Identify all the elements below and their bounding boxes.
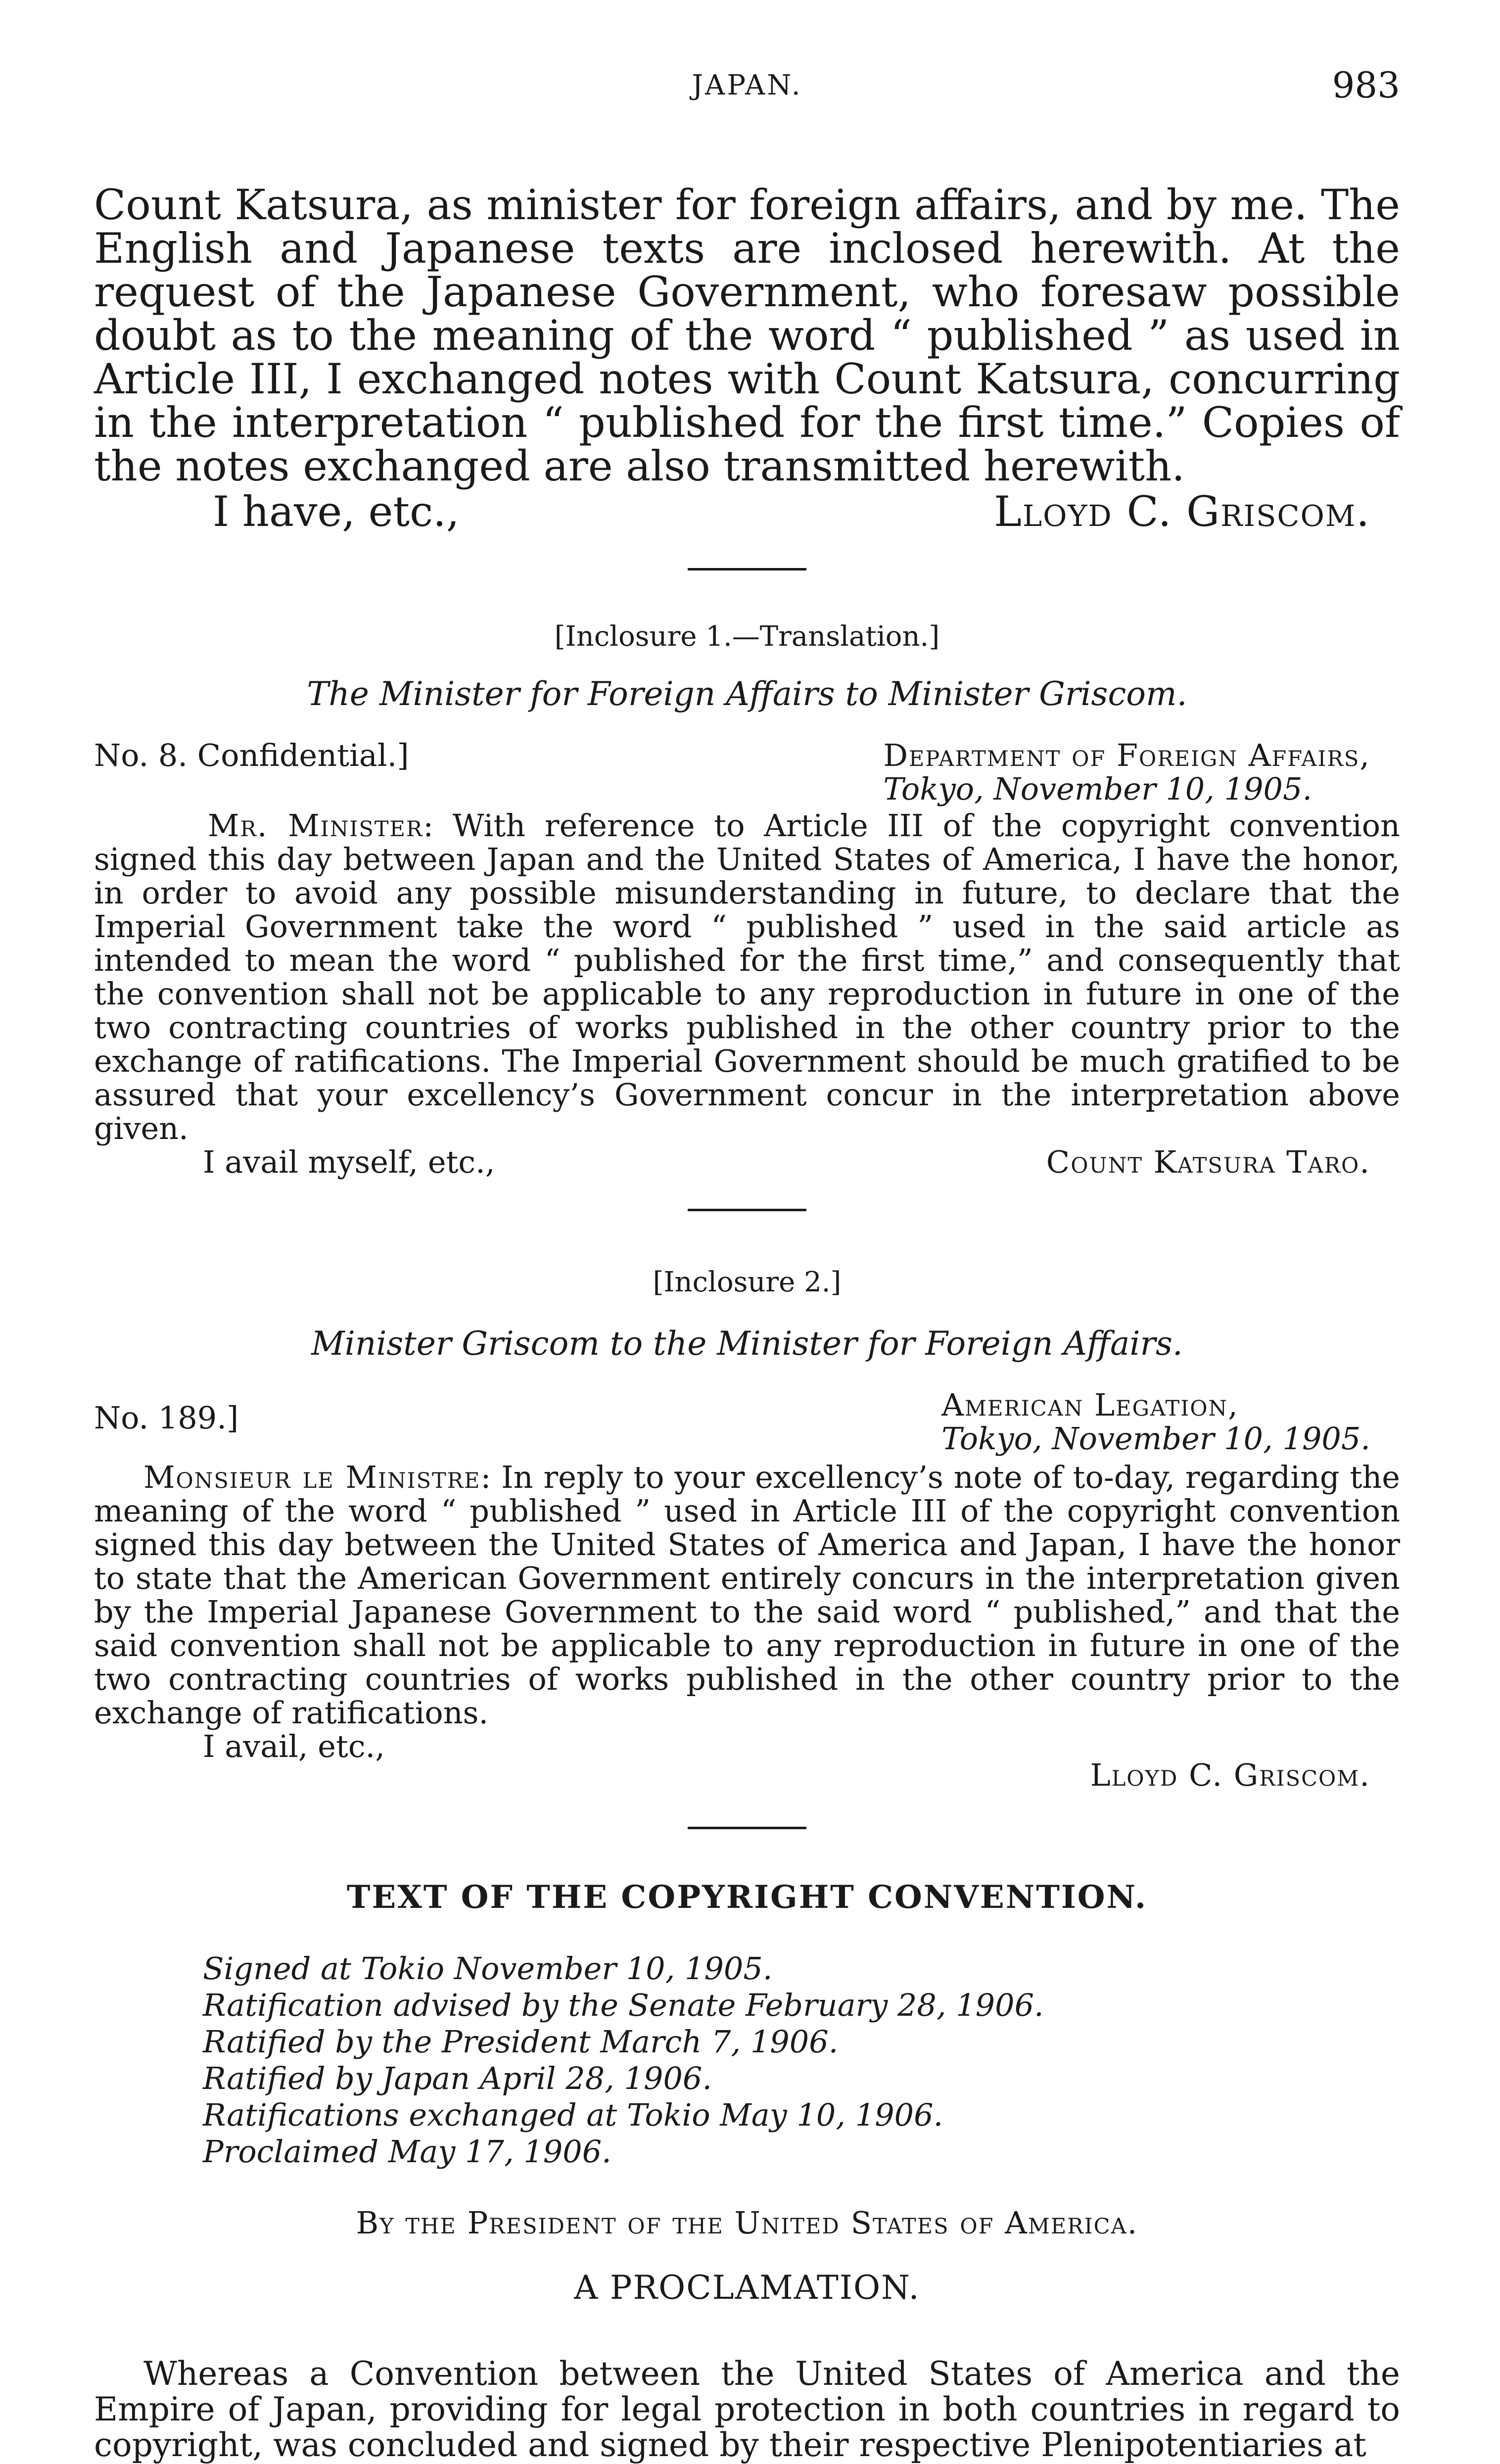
- divider-1: [688, 568, 806, 570]
- date-senate: Ratification advised by the Senate February 28, 1906.: [203, 1987, 1044, 2023]
- date-president: Ratified by the President March 7, 1906.: [203, 2024, 839, 2060]
- date-proclaimed: Proclaimed May 17, 1906.: [203, 2133, 611, 2170]
- divider-3: [688, 1827, 806, 1829]
- inclosure1-signature: Count Katsura Taro.: [1046, 1144, 1370, 1180]
- inclosure2-number: No. 189.]: [94, 1400, 239, 1436]
- running-head: JAPAN.: [692, 69, 802, 101]
- inclosure2-salutation: Monsieur le Ministre: [143, 1459, 481, 1495]
- date-signed: Signed at Tokio November 10, 1905.: [203, 1950, 773, 1987]
- inclosure1-place-date: Tokyo, November 10, 1905.: [883, 771, 1312, 807]
- inclosure2-office: American Legation,: [941, 1387, 1239, 1423]
- inclosure2-signature: Lloyd C. Griscom.: [1090, 1757, 1370, 1793]
- inclosure1-title: The Minister for Foreign Affairs to Minister Griscom.: [307, 675, 1187, 713]
- page-header: [94, 54, 1400, 109]
- letter-signature: Lloyd C. Griscom.: [994, 487, 1370, 536]
- inclosure1-heading-row: [94, 739, 1400, 806]
- inclosure1-address: [883, 739, 1400, 806]
- convention-dates: [94, 1950, 1400, 2170]
- letter-closing: I have, etc.,: [213, 487, 460, 536]
- inclosure2-text: : In reply to your excellency’s note of to-day, regarding the meaning of the word “ published ” used in Article III of the copyright convention signed this day between the United States of America and Japan, I have the honor to state that the American Government entirely concurs in the interpretation given by the Imperial Japanese Government to the said word “ published,” and that the said convention shall not be applicable to any reproduction in future in one of the two contracting countries of works published in the other country prior to the exchange of ratifications.: [94, 1459, 1400, 1731]
- inclosure2-title: Minister Griscom to the Minister for Foreign Affairs.: [311, 1325, 1183, 1363]
- inclosure1-body: [94, 809, 1400, 1145]
- convention-heading: TEXT OF THE COPYRIGHT CONVENTION.: [346, 1879, 1148, 1916]
- inclosure2-closing: I avail, etc.,: [203, 1728, 385, 1764]
- date-japan: Ratified by Japan April 28, 1906.: [203, 2060, 712, 2096]
- inclosure2-place-date: Tokyo, November 10, 1905.: [941, 1421, 1370, 1457]
- inclosure2-heading-row: [94, 1388, 1400, 1456]
- letter-paragraph: Count Katsura, as minister for foreign affairs, and by me. The English and Japanese texts are inclosed herewith. At the request of the Japanese Government, who foresaw possible doubt as to the meaning of the word “ published ” as used in Article III, I exchanged notes with Count Katsura, concurring in the interpretation “ published for the first time.” Copies of the notes exchanged are also transmitted herewith.: [94, 181, 1400, 490]
- divider-2: [688, 1209, 806, 1211]
- inclosure1-salutation: Mr. Minister: [208, 807, 423, 844]
- document-page: [94, 54, 1400, 2463]
- page-number: 983: [1332, 64, 1400, 106]
- inclosure1-closing: I avail myself, etc.,: [203, 1144, 495, 1180]
- inclosure2-body: [94, 1461, 1400, 1730]
- inclosure1-office: Department of Foreign Affairs,: [883, 737, 1370, 773]
- letter-closing-row: [94, 487, 1400, 536]
- inclosure2-address: [941, 1388, 1400, 1456]
- whereas-paragraph: Whereas a Convention between the United States of America and the Empire of Japan, providing for legal protection in both countries in regard to copyright, was concluded and signed by their respective Plenipotentiaries at: [94, 2355, 1400, 2464]
- proclamation-heading: A PROCLAMATION.: [574, 2269, 920, 2307]
- inclosure1-closing-row: [94, 1145, 1400, 1179]
- by-the-president: By the President of the United States of America.: [356, 2205, 1138, 2241]
- inclosure2-label: [Inclosure 2.]: [653, 1266, 842, 1298]
- inclosure1-text: : With reference to Article III of the copyright convention signed this day between Japan and the United States of America, I have the honor, in order to avoid any possible misunderstanding in future, to declare that the Imperial Government take the word “ published ” used in the said article as intended to mean the word “ published for the first time,” and consequently that the convention shall not be applicable to any reproduction in future in one of the two contracting countries of works published in the other country prior to the exchange of ratifications. The Imperial Government should be much gratified to be assured that your excellency’s Government concur in the interpretation above given.: [94, 807, 1400, 1146]
- inclosure1-number: No. 8. Confidential.]: [94, 737, 409, 773]
- inclosure1-label: [Inclosure 1.—Translation.]: [554, 620, 940, 653]
- date-exchanged: Ratifications exchanged at Tokio May 10, 1906.: [203, 2097, 943, 2133]
